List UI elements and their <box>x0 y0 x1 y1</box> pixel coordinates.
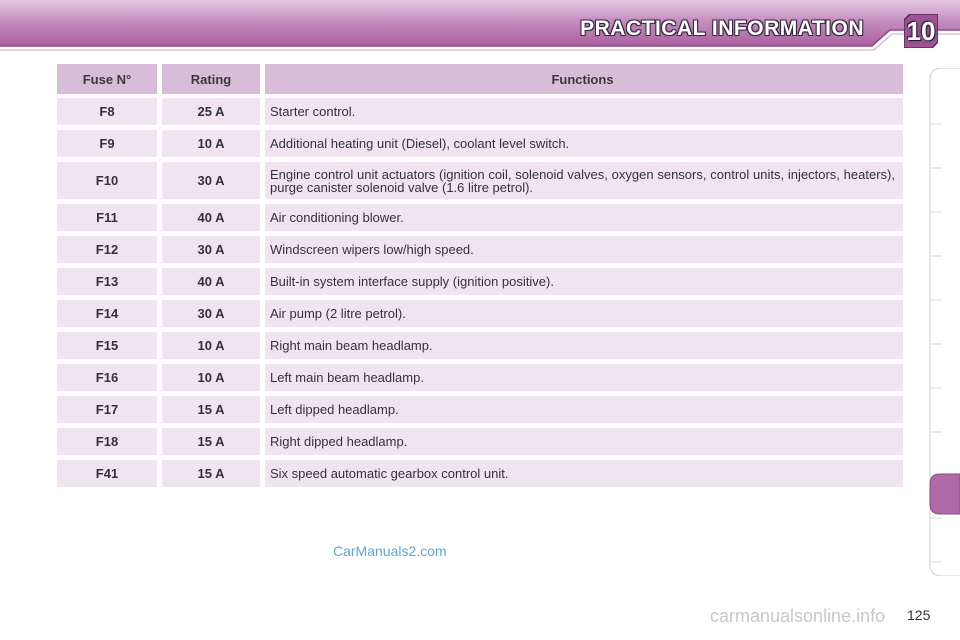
table-row <box>57 130 903 157</box>
chapter-number: 10 <box>906 16 936 46</box>
table-row <box>57 300 903 327</box>
fuse-rating: 25 A <box>162 98 260 125</box>
table-row <box>57 268 903 295</box>
chapter-tabs <box>928 68 960 576</box>
fuse-number: F11 <box>57 204 157 231</box>
column-header-rating: Rating <box>162 64 260 94</box>
page-title: PRACTICAL INFORMATION <box>580 17 864 40</box>
footer-watermark: carmanualsonline.info <box>710 606 886 626</box>
fuse-function: Starter control. <box>265 98 903 125</box>
table-row <box>57 98 903 125</box>
fuse-rating: 40 A <box>162 204 260 231</box>
fuse-rating: 10 A <box>162 130 260 157</box>
fuse-function: Air conditioning blower. <box>265 204 903 231</box>
fuse-function: Engine control unit actuators (ignition coil, solenoid valves, oxygen sensors, control units, injectors, heaters), purge canister solenoid valve (1.6 litre petrol). <box>265 162 903 199</box>
table-row <box>57 162 903 199</box>
fuse-rating: 15 A <box>162 428 260 455</box>
fuse-number: F9 <box>57 130 157 157</box>
fuse-number: F41 <box>57 460 157 487</box>
fuse-number: F14 <box>57 300 157 327</box>
chapter-badge <box>904 14 938 48</box>
chapter-tabs-graphic <box>928 68 960 576</box>
table-row <box>57 364 903 391</box>
fuse-function: Left main beam headlamp. <box>265 364 903 391</box>
watermark-link[interactable]: CarManuals2.com <box>333 543 447 559</box>
table-row <box>57 332 903 359</box>
fuse-number: F15 <box>57 332 157 359</box>
fuse-function: Right dipped headlamp. <box>265 428 903 455</box>
fuse-function: Air pump (2 litre petrol). <box>265 300 903 327</box>
page-number: 125 <box>907 607 931 623</box>
column-header-fuse: Fuse N° <box>57 64 157 94</box>
fuse-function: Windscreen wipers low/high speed. <box>265 236 903 263</box>
fuse-function: Additional heating unit (Diesel), coolant level switch. <box>265 130 903 157</box>
table-row <box>57 204 903 231</box>
table-row <box>57 428 903 455</box>
fuse-rating: 10 A <box>162 332 260 359</box>
table-row <box>57 460 903 487</box>
column-header-functions: Functions <box>265 64 903 94</box>
fuse-number: F13 <box>57 268 157 295</box>
fuse-rating: 30 A <box>162 162 260 199</box>
fuse-rating: 15 A <box>162 460 260 487</box>
fuse-number: F17 <box>57 396 157 423</box>
table-header-row <box>57 64 903 94</box>
fuse-number: F10 <box>57 162 157 199</box>
fuse-number: F12 <box>57 236 157 263</box>
fuse-number: F16 <box>57 364 157 391</box>
fuse-function: Left dipped headlamp. <box>265 396 903 423</box>
fuse-function: Six speed automatic gearbox control unit. <box>265 460 903 487</box>
fuse-rating: 40 A <box>162 268 260 295</box>
fuse-function: Built-in system interface supply (ignition positive). <box>265 268 903 295</box>
fuse-number: F8 <box>57 98 157 125</box>
fuse-rating: 30 A <box>162 300 260 327</box>
fuse-number: F18 <box>57 428 157 455</box>
table-row <box>57 236 903 263</box>
fuse-rating: 15 A <box>162 396 260 423</box>
fuse-function: Right main beam headlamp. <box>265 332 903 359</box>
fuse-rating: 10 A <box>162 364 260 391</box>
table-row <box>57 396 903 423</box>
header-band <box>0 0 960 58</box>
fuse-rating: 30 A <box>162 236 260 263</box>
